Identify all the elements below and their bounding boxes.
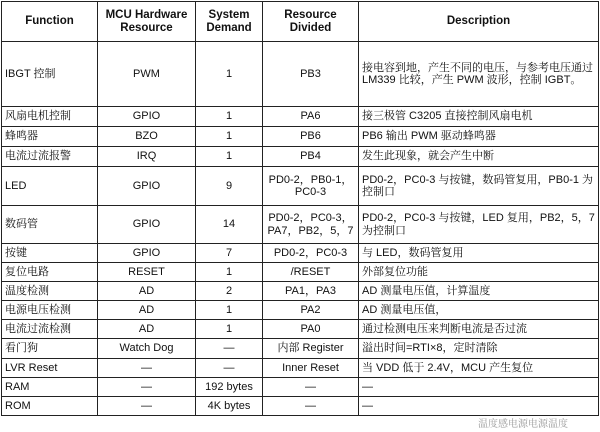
cell-divided: — [263,397,359,416]
cell-resource: AD [98,282,196,301]
table-row [2,378,599,397]
cell-resource: GPIO [98,167,196,206]
header-mcu-hardware-resource: MCU Hardware Resource [98,2,196,42]
header-resource-divided: Resource Divided [263,2,359,42]
cell-function: 温度检测 [2,282,98,301]
cell-divided: — [263,378,359,397]
cell-function: 风扇电机控制 [2,107,98,127]
cell-divided: PA2 [263,301,359,320]
cell-description: PB6 输出 PWM 驱动蜂鸣器 [359,127,599,147]
cell-function: 按键 [2,244,98,263]
cell-resource: RESET [98,263,196,282]
cell-description: — [359,378,599,397]
cell-description: AD 测量电压值， [359,301,599,320]
cell-resource: BZO [98,127,196,147]
cell-resource: — [98,378,196,397]
table-row [2,339,599,359]
cell-description: 当 VDD 低于 2.4V，MCU 产生复位 [359,359,599,378]
cell-divided: PD0-2，PC0-3，PA7，PB2，5，7 [263,206,359,244]
cell-function: RAM [2,378,98,397]
header-system-demand: System Demand [196,2,263,42]
table-row [2,206,599,244]
cell-function: 看门狗 [2,339,98,359]
cell-resource: AD [98,301,196,320]
cell-demand: — [196,359,263,378]
cell-function: IBGT 控制 [2,42,98,107]
cell-resource: GPIO [98,244,196,263]
cell-demand: 2 [196,282,263,301]
cell-divided: 内部 Register [263,339,359,359]
cell-function: 复位电路 [2,263,98,282]
table-row [2,42,599,107]
cell-resource: Watch Dog [98,339,196,359]
cell-description: 溢出时间=RTI×8，定时清除 [359,339,599,359]
cell-resource: AD [98,320,196,339]
cell-demand: 1 [196,127,263,147]
cell-demand: 1 [196,320,263,339]
table-row [2,127,599,147]
cell-description: PD0-2，PC0-3 与按键，数码管复用，PB0-1 为控制口 [359,167,599,206]
cell-resource: — [98,359,196,378]
cell-demand: 1 [196,263,263,282]
cell-resource: PWM [98,42,196,107]
cell-demand: 7 [196,244,263,263]
cell-divided: PB3 [263,42,359,107]
cell-function: 电流过流报警 [2,147,98,167]
table-row [2,167,599,206]
cell-demand: 14 [196,206,263,244]
cell-divided: Inner Reset [263,359,359,378]
table-row [2,107,599,127]
table-row [2,320,599,339]
table-row [2,244,599,263]
cell-demand: 9 [196,167,263,206]
table-row [2,397,599,416]
cell-description: — [359,397,599,416]
cell-function: LVR Reset [2,359,98,378]
header-description: Description [359,2,599,42]
table-row [2,301,599,320]
table-row [2,359,599,378]
table-row [2,282,599,301]
cell-function: 数码管 [2,206,98,244]
cell-divided: /RESET [263,263,359,282]
cell-description: 与 LED，数码管复用 [359,244,599,263]
cell-function: 电源电压检测 [2,301,98,320]
cell-description: PD0-2，PC0-3 与按键，LED 复用，PB2，5，7 为控制口 [359,206,599,244]
cell-description: 外部复位功能 [359,263,599,282]
cell-demand: — [196,339,263,359]
cell-demand: 1 [196,107,263,127]
cell-resource: IRQ [98,147,196,167]
cell-description: AD 测量电压值，计算温度 [359,282,599,301]
watermark-text: 温度感电源电源温度 [478,419,568,430]
cell-divided: PD0-2，PB0-1，PC0-3 [263,167,359,206]
table-row [2,263,599,282]
cell-function: LED [2,167,98,206]
cell-description: 接电容到地，产生不同的电压，与参考电压通过 LM339 比较，产生 PWM 波形，控制 IGBT。 [359,42,599,107]
cell-demand: 4K bytes [196,397,263,416]
table-row [2,147,599,167]
header-row [2,2,599,42]
cell-function: ROM [2,397,98,416]
cell-demand: 1 [196,301,263,320]
cell-divided: PB6 [263,127,359,147]
header-function: Function [2,2,98,42]
cell-description: 通过检测电压来判断电流是否过流 [359,320,599,339]
cell-resource: GPIO [98,107,196,127]
cell-divided: PA1，PA3 [263,282,359,301]
cell-description: 接三极管 C3205 直接控制风扇电机 [359,107,599,127]
cell-resource: — [98,397,196,416]
cell-demand: 1 [196,42,263,107]
cell-divided: PB4 [263,147,359,167]
cell-demand: 1 [196,147,263,167]
cell-divided: PD0-2，PC0-3 [263,244,359,263]
cell-function: 电流过流检测 [2,320,98,339]
cell-description: 发生此现象，就会产生中断 [359,147,599,167]
cell-resource: GPIO [98,206,196,244]
resource-allocation-table [1,1,599,416]
cell-divided: PA6 [263,107,359,127]
cell-demand: 192 bytes [196,378,263,397]
cell-divided: PA0 [263,320,359,339]
cell-function: 蜂鸣器 [2,127,98,147]
